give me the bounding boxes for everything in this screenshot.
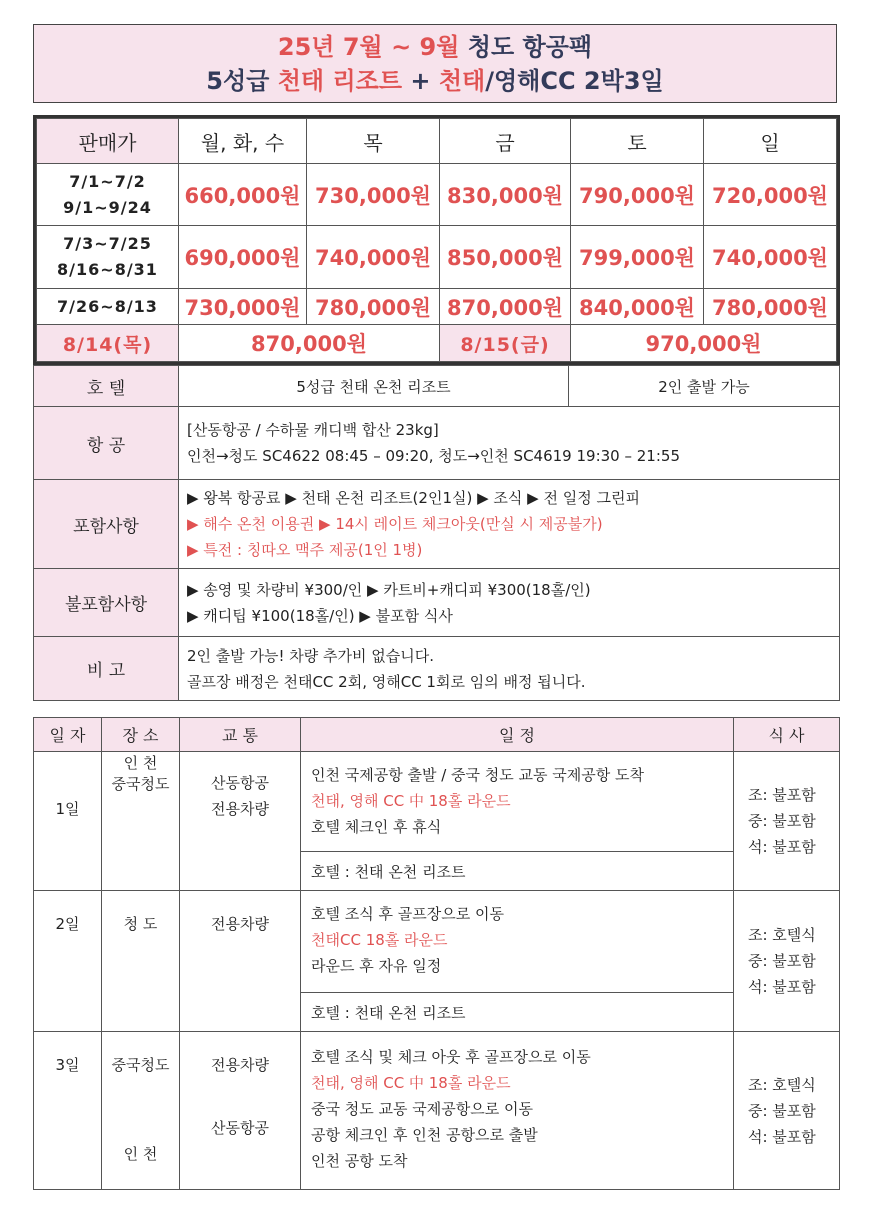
price-cell: 790,000원 xyxy=(571,164,704,226)
title-period: 25년 7월 ~ 9월 xyxy=(277,33,460,61)
excluded-line: ▶ 송영 및 차량비 ¥300/인 ▶ 카트비+캐디피 ¥300(18홀/인) xyxy=(187,580,591,599)
place-cell xyxy=(102,1032,180,1190)
special-date-1: 8/14(목) xyxy=(37,325,179,362)
price-cell: 780,000원 xyxy=(704,288,837,325)
transport-line: 산동항공 xyxy=(211,774,269,792)
title-line-2 xyxy=(34,64,836,98)
day-label xyxy=(34,1032,102,1190)
remarks-line: 2인 출발 가능! 차량 추가비 없습니다. xyxy=(187,646,435,665)
period-cell xyxy=(37,288,179,325)
itinerary-line: 천태CC 18홀 라운드 xyxy=(311,931,448,949)
transport-cell xyxy=(180,891,301,1032)
place-line: 인 천 xyxy=(123,754,158,772)
header-place: 장 소 xyxy=(102,718,180,752)
itinerary-line: 호텔 조식 및 체크 아웃 후 골프장으로 이동 xyxy=(311,1048,591,1066)
price-table xyxy=(36,118,837,362)
itinerary-line: 인천 공항 도착 xyxy=(311,1152,408,1170)
itinerary-cell xyxy=(301,752,734,852)
price-cell: 660,000원 xyxy=(179,164,307,226)
included-line: ▶ 왕복 항공료 ▶ 천태 온천 리조트(2인1실) ▶ 조식 ▶ 전 일정 그린피 xyxy=(187,489,640,507)
period-cell xyxy=(37,164,179,226)
overnight-hotel: 호텔 : 천태 온천 리조트 xyxy=(301,993,734,1032)
day-row xyxy=(34,752,840,852)
itinerary-cell xyxy=(301,1032,734,1190)
meals-cell xyxy=(734,1032,840,1190)
hotel-value: 5성급 천태 온천 리조트 xyxy=(179,366,569,407)
included-label: 포함사항 xyxy=(34,480,179,569)
header-day: 일 자 xyxy=(34,718,102,752)
included-info xyxy=(179,480,840,569)
meal-line: 조: 호텔식 xyxy=(748,926,816,944)
day-row xyxy=(34,891,840,993)
price-cell: 870,000원 xyxy=(440,288,571,325)
title-grade: 5성급 xyxy=(206,67,270,95)
flight-label: 항 공 xyxy=(34,407,179,480)
special-date-2: 8/15(금) xyxy=(440,325,571,362)
title-duration: /영해CC 2박3일 xyxy=(485,67,664,95)
itinerary-line: 중국 청도 교동 국제공항으로 이동 xyxy=(311,1100,533,1118)
included-row xyxy=(34,480,840,569)
meal-line: 중: 불포함 xyxy=(748,1101,816,1120)
excluded-row xyxy=(34,569,840,637)
included-line: ▶ 해수 온천 이용권 ▶ 14시 레이트 체크아웃(만실 시 제공불가) xyxy=(187,515,603,533)
transport-line: 전용차량 xyxy=(211,800,269,818)
info-table xyxy=(33,365,840,701)
hotel-note: 2인 출발 가능 xyxy=(569,366,840,407)
transport-line: 산동항공 xyxy=(211,1119,269,1137)
meals-cell xyxy=(734,891,840,1032)
excluded-label: 불포함사항 xyxy=(34,569,179,637)
price-row xyxy=(37,226,837,288)
transport-line: 전용차량 xyxy=(211,915,269,933)
period-line: 7/3~7/25 xyxy=(63,234,152,254)
period-line: 8/16~8/31 xyxy=(57,260,158,280)
place-line: 인 천 xyxy=(123,1145,158,1163)
remarks-label: 비 고 xyxy=(34,637,179,701)
transport-cell xyxy=(180,752,301,891)
price-table-frame xyxy=(33,115,840,365)
flight-info xyxy=(179,407,840,480)
price-cell: 799,000원 xyxy=(571,226,704,288)
price-cell: 730,000원 xyxy=(179,288,307,325)
remarks-line: 골프장 배정은 천태CC 2회, 영해CC 1회로 임의 배정 됩니다. xyxy=(187,672,586,691)
price-cell: 690,000원 xyxy=(179,226,307,288)
period-line: 7/26~8/13 xyxy=(57,296,158,316)
flight-line: [산동항공 / 수하물 캐디백 합산 23kg] xyxy=(187,421,439,439)
schedule-table xyxy=(33,717,840,1190)
day-row xyxy=(34,1032,840,1190)
day-number: 3일 xyxy=(55,1056,80,1074)
meals-cell xyxy=(734,752,840,891)
place-line: 청 도 xyxy=(123,915,158,933)
header-itinerary: 일 정 xyxy=(301,718,734,752)
excluded-line: ▶ 캐디팁 ¥100(18홀/인) ▶ 불포함 식사 xyxy=(187,606,453,625)
header-sat: 토 xyxy=(571,119,704,164)
price-row xyxy=(37,288,837,325)
meal-line: 중: 불포함 xyxy=(748,812,816,830)
header-thu: 목 xyxy=(307,119,440,164)
price-cell: 730,000원 xyxy=(307,164,440,226)
meal-line: 중: 불포함 xyxy=(748,952,816,970)
header-fri: 금 xyxy=(440,119,571,164)
header-transport: 교 통 xyxy=(180,718,301,752)
period-cell xyxy=(37,226,179,288)
itinerary-cell xyxy=(301,891,734,993)
itinerary-line: 라운드 후 자유 일정 xyxy=(311,957,442,975)
price-cell: 740,000원 xyxy=(704,226,837,288)
transport-line: 전용차량 xyxy=(211,1056,269,1074)
itinerary-lines xyxy=(311,891,733,979)
itinerary-line: 인천 국제공항 출발 / 중국 청도 교동 국제공항 도착 xyxy=(311,766,645,784)
price-cell: 840,000원 xyxy=(571,288,704,325)
header-meals: 식 사 xyxy=(734,718,840,752)
day-label xyxy=(34,752,102,891)
itinerary-lines xyxy=(311,752,733,840)
schedule-header-row xyxy=(34,718,840,752)
price-cell: 740,000원 xyxy=(307,226,440,288)
flight-row xyxy=(34,407,840,480)
remarks-info xyxy=(179,637,840,701)
meal-line: 석: 불포함 xyxy=(748,838,816,856)
meal-line: 석: 불포함 xyxy=(748,1127,816,1146)
itinerary-line: 공항 체크인 후 인천 공항으로 출발 xyxy=(311,1126,538,1144)
place-line: 중국청도 xyxy=(111,775,170,793)
special-price-2: 970,000원 xyxy=(571,325,837,362)
title-resort: 천태 리조트 xyxy=(277,67,403,95)
itinerary-line: 호텔 체크인 후 휴식 xyxy=(311,818,442,836)
header-price-label: 판매가 xyxy=(37,119,179,164)
day-number: 2일 xyxy=(55,915,80,933)
price-cell: 850,000원 xyxy=(440,226,571,288)
price-cell: 830,000원 xyxy=(440,164,571,226)
special-price-row xyxy=(37,325,837,362)
title-plus: + xyxy=(410,67,431,95)
title-cc-name: 천태 xyxy=(438,67,486,95)
title-product: 청도 항공팩 xyxy=(467,33,593,61)
overnight-hotel: 호텔 : 천태 온천 리조트 xyxy=(301,852,734,891)
special-price-1: 870,000원 xyxy=(179,325,440,362)
itinerary-line: 호텔 조식 후 골프장으로 이동 xyxy=(311,905,504,923)
price-header-row xyxy=(37,119,837,164)
remarks-row xyxy=(34,637,840,701)
itinerary-line: 천태, 영해 CC 中 18홀 라운드 xyxy=(311,792,511,810)
itinerary-line: 천태, 영해 CC 中 18홀 라운드 xyxy=(311,1074,511,1092)
day-label xyxy=(34,891,102,1032)
transport-cell xyxy=(180,1032,301,1190)
included-line: ▶ 특전 : 칭따오 맥주 제공(1인 1병) xyxy=(187,541,423,559)
excluded-info xyxy=(179,569,840,637)
itinerary-lines xyxy=(311,1032,733,1174)
period-line: 9/1~9/24 xyxy=(63,197,152,217)
header-mon-tue-wed: 월, 화, 수 xyxy=(179,119,307,164)
place-cell xyxy=(102,891,180,1032)
flight-line: 인천→청도 SC4622 08:45 – 09:20, 청도→인천 SC4619 19:30 – 21:55 xyxy=(187,447,680,465)
meal-line: 석: 불포함 xyxy=(748,978,816,996)
price-cell: 720,000원 xyxy=(704,164,837,226)
day-number: 1일 xyxy=(55,800,80,818)
title-line-1 xyxy=(34,30,836,64)
meal-line: 조: 호텔식 xyxy=(748,1075,816,1094)
period-line: 7/1~7/2 xyxy=(69,171,146,191)
title-box xyxy=(33,24,837,103)
price-cell: 780,000원 xyxy=(307,288,440,325)
meal-line: 조: 불포함 xyxy=(748,786,816,804)
place-line: 중국청도 xyxy=(111,1056,170,1074)
hotel-label: 호 텔 xyxy=(34,366,179,407)
header-sun: 일 xyxy=(704,119,837,164)
price-row xyxy=(37,164,837,226)
place-cell xyxy=(102,752,180,891)
hotel-row xyxy=(34,366,840,407)
